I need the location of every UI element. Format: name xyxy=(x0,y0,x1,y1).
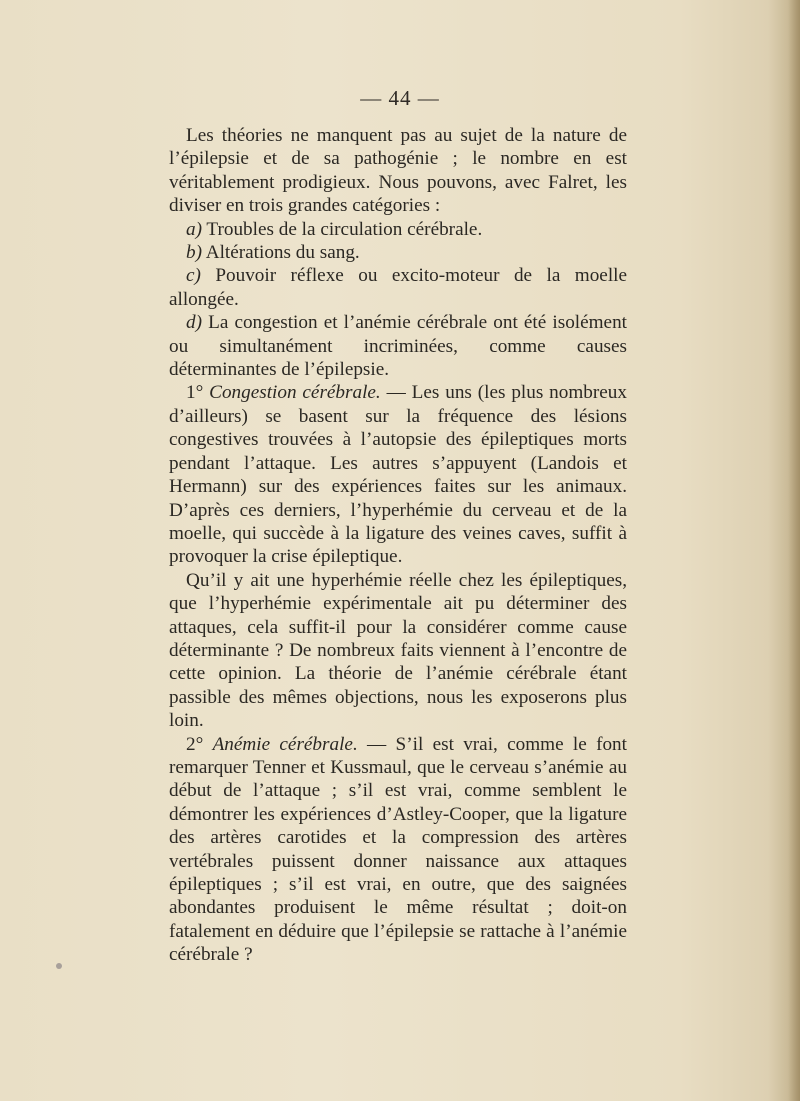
list-marker-c: c) xyxy=(186,265,201,287)
list-item-a xyxy=(169,218,627,241)
page-number: — 44 — xyxy=(360,86,440,110)
section-number-1: 1° xyxy=(186,382,210,404)
section-text-congestion: — Les uns (les plus nombreux d’ailleurs) se basent sur la fréquence des lésions congestives trouvées à l’autopsie des épileptiques morts pendant l’attaque. Les autres s’appuyent (Landois et Hermann) sur des expériences faites sur les animaux. D’après ces derniers, l’hyperhémie du cerveau et de la moelle, qui succède à la ligature des veines caves, suffit à provoquer la crise épileptique. xyxy=(169,382,627,568)
section-title-anemie: Anémie cérébrale. xyxy=(212,733,358,755)
list-item-d xyxy=(169,311,627,381)
page-edge-shadow xyxy=(788,0,800,1101)
paragraph-congestion xyxy=(169,381,627,568)
section-number-2: 2° xyxy=(186,733,213,755)
section-text-anemie: — S’il est vrai, comme le font remarquer Tenner et Kussmaul, que le cerveau s’anémie au début de l’attaque ; s’il est vrai, comme semblent le démontrer les expériences d’Astley-Cooper, que la ligature des artères carotides et la compression des artères vertébrales puissent donner naissance aux attaques épileptiques ; s’il est vrai, en outre, que des saignées abondantes produisent le même résultat ; doit-on fatalement en déduire que l’épilepsie se rattache à l’anémie cérébrale ? xyxy=(169,733,627,966)
paragraph-intro: Les théories ne manquent pas au sujet de la nature de l’épilepsie et de sa pathogénie ; le nombre en est véritablement prodigieux. Nous pouvons, avec Falret, les diviser en trois grandes catégories : xyxy=(169,125,627,217)
list-item-c xyxy=(169,264,627,311)
list-text-c: Pouvoir réflexe ou excito-moteur de la moelle allongée. xyxy=(169,265,627,310)
body-text xyxy=(169,124,627,967)
list-marker-a: a) xyxy=(186,218,202,240)
list-item-b xyxy=(169,241,627,264)
section-title-congestion: Congestion cérébrale. xyxy=(209,382,381,404)
list-marker-b: b) xyxy=(186,242,202,264)
list-marker-d: d) xyxy=(186,312,202,334)
paper-speck xyxy=(56,963,62,969)
list-text-d: La congestion et l’anémie cérébrale ont été isolément ou simultanément incriminées, comme causes déterminantes de l’épilepsie. xyxy=(169,312,627,381)
list-text-a: Troubles de la circulation cérébrale. xyxy=(201,218,483,240)
list-text-b: Altérations du sang. xyxy=(201,242,360,264)
paragraph-anemie xyxy=(169,733,627,967)
paragraph-hyperhemie: Qu’il y ait une hyperhémie réelle chez les épileptiques, que l’hyperhémie expérimentale ait pu déterminer des attaques, cela suffit-il pour la considérer comme cause déterminante ? De nombreux faits viennent à l’encontre de cette opinion. La théorie de l’anémie cérébrale étant passible des mêmes objections, nous les exposerons plus loin. xyxy=(169,569,627,732)
